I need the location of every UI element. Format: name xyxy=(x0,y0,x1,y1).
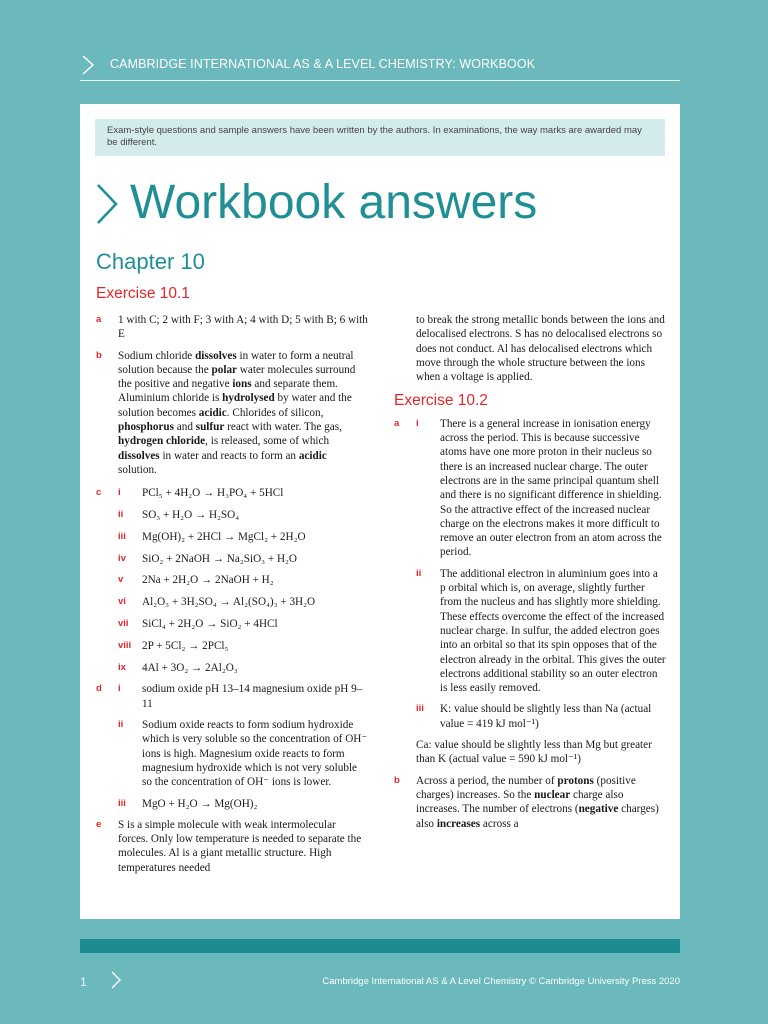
exercise-heading: Exercise 10.2 xyxy=(394,392,488,410)
answer-2b xyxy=(394,774,666,831)
chevron-right-icon xyxy=(94,182,120,226)
running-header xyxy=(80,52,680,80)
answer-e xyxy=(96,818,368,875)
answer-e-continued: to break the strong metallic bonds between the ions and delocalised electrons. S has no delocalised electrons so does not conduct. Al has delocalised electrons which move through the whole structure between the ions when a voltage is applied. xyxy=(416,314,665,384)
answer-2a-iii: iii K: value should be slightly less than Na (actual value = 419 kJ mol⁻¹) xyxy=(416,703,652,730)
equation: i PCl₅ + 4H₂O → H₃PO₄ + 5HCl xyxy=(118,487,284,500)
equation-list xyxy=(96,486,368,675)
answer-2a xyxy=(394,417,666,767)
equation: ii SO₃ + H₂O → H₂SO₄ xyxy=(118,509,240,522)
header-rule xyxy=(80,80,680,81)
footer-band xyxy=(80,939,680,953)
right-column xyxy=(394,313,666,838)
answer-d-ii: ii Sodium oxide reacts to form sodium hydroxide which is very soluble so the concentration of OH⁻ ions is high. Magnesium oxide reacts to form magnesium hydroxide which is not very soluble so the concentration of OH⁻ ions is lower. xyxy=(118,719,368,789)
item-label: b xyxy=(394,774,400,786)
page-title-text: Workbook answers xyxy=(130,176,538,229)
page-number: 1 xyxy=(80,975,87,989)
answer-2a-ii: ii The additional electron in aluminium goes into a p orbital which is, on average, slightly further from the nucleus and has slightly more shielding. These effects overcome the effect of the increased nuclear charge. In sulfur, the added electron goes into an orbital so that its spin opposes that of the electron already in the orbital. This gives the outer electrons additional stability so an outer electron is less easily removed. xyxy=(416,567,666,695)
answer-c xyxy=(96,486,368,675)
item-label: e xyxy=(96,818,102,830)
chevron-right-icon xyxy=(80,54,96,76)
item-label: c xyxy=(96,487,102,499)
footer-copyright: Cambridge International AS & A Level Chemistry © Cambridge University Press 2020 xyxy=(322,976,680,987)
answer-b xyxy=(96,349,368,478)
item-label: d xyxy=(96,683,102,695)
equation: viii 2P + 5Cl₂ → 2PCl₅ xyxy=(118,639,229,652)
left-column xyxy=(96,313,368,882)
header-title: CAMBRIDGE INTERNATIONAL AS & A LEVEL CHEMISTRY: WORKBOOK xyxy=(110,57,536,71)
notice-box: Exam-style questions and sample answers have been written by the authors. In examinations, the way marks are awarded may be different. xyxy=(95,119,665,156)
answer-2a-ca: Ca: value should be slightly less than Mg but greater than K (actual value = 590 kJ mol⁻¹) xyxy=(416,739,652,766)
equation: vi Al₂O₃ + 3H₂SO₄ → Al₂(SO₄)₃ + 3H₂O xyxy=(118,596,316,609)
chapter-heading: Chapter 10 xyxy=(96,249,205,274)
answer-d-i: i sodium oxide pH 13–14 magnesium oxide pH 9–11 xyxy=(118,683,363,710)
answer-text: Sodium chloride dissolves in water to form a neutral solution because the polar water molecules surround the positive and negative ions and separate them. Aluminium chloride is hydrolysed by water and the solution becomes acidic. Chlorides of silicon, phosphorus and sulfur react with water. The gas, hydrogen chloride, is released, some of which dissolves in water and reacts to form an acidic solution. xyxy=(118,349,356,476)
equation: iii Mg(OH)₂ + 2HCl → MgCl₂ + 2H₂O xyxy=(118,530,306,543)
item-label: a xyxy=(96,314,102,325)
chevron-right-icon[interactable] xyxy=(110,970,122,990)
item-label: a xyxy=(394,417,400,429)
answer-d xyxy=(96,682,368,810)
answer-a xyxy=(96,313,368,342)
exercise-heading: Exercise 10.1 xyxy=(96,285,190,302)
equation: iv SiO₂ + 2NaOH → Na₂SiO₃ + H₂O xyxy=(118,552,298,565)
answer-text: 1 with C; 2 with F; 3 with A; 4 with D; 5 with B; 6 with E xyxy=(118,314,368,341)
answer-text: Across a period, the number of protons (positive charges) increases. So the nuclear charge also increases. The number of electrons (negative charges) also increases across a xyxy=(416,774,659,830)
answer-d-iii: iii MgO + H₂O → Mg(OH)₂ xyxy=(118,797,258,810)
equation: v 2Na + 2H₂O → 2NaOH + H₂ xyxy=(118,574,274,587)
equation: ix 4Al + 3O₂ → 2Al₂O₃ xyxy=(118,661,238,674)
page-content xyxy=(80,104,680,919)
answer-text: S is a simple molecule with weak intermolecular forces. Only low temperature is needed to separate the molecules. Al is a giant metallic structure. High temperatures needed xyxy=(118,818,362,874)
answer-2a-i: i There is a general increase in ionisation energy across the period. This is because successive atoms have one more proton in their nucleus so there is an increased nuclear charge. The outer electrons are in the same principal quantum shell and there is no significant difference in shielding. So the attractive effect of the increased nuclear charge on the electrons makes it more difficult to remove an outer electron from an atom across the period. xyxy=(416,417,662,559)
equation: vii SiCl₄ + 2H₂O → SiO₂ + 4HCl xyxy=(118,618,278,631)
item-label: b xyxy=(96,349,102,361)
